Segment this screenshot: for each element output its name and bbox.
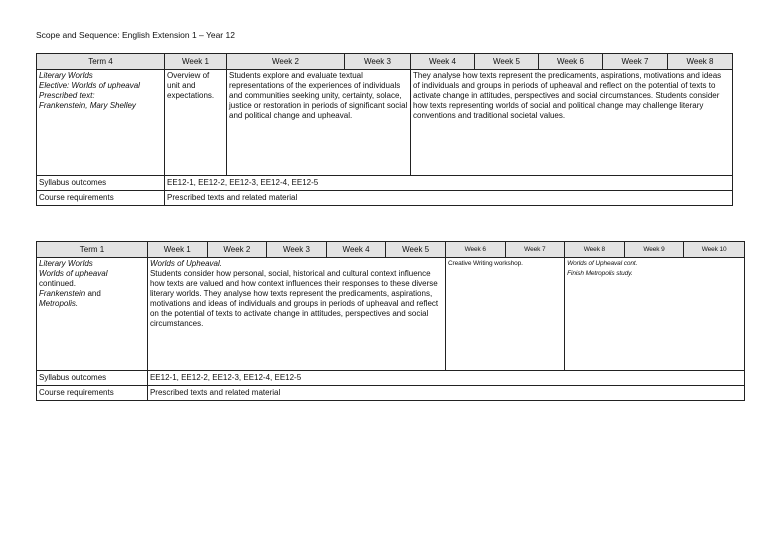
course-requirements-value: Prescribed texts and related material [165,191,733,206]
weeks8-10-line2: Finish Metropolis study. [567,270,633,277]
week-header: Week 8 [565,242,625,258]
weeks6-7-content-cell: Creative Writing workshop. [445,258,564,371]
course-requirements-value: Prescribed texts and related material [147,386,744,401]
weeks1-5-content-cell [147,258,445,371]
weeks1-5-title: Worlds of Upheaval. [149,259,222,268]
text-title-frankenstein: Frankenstein [39,289,86,298]
syllabus-outcomes-row [37,371,745,386]
header-row [37,54,733,70]
prescribed-text-label: Prescribed text: [39,91,95,100]
header-row [37,242,745,258]
document-title: Scope and Sequence: English Extension 1 – Year 12 [36,30,235,40]
term-description-cell [37,70,165,176]
term4-schedule-table [36,53,733,206]
text-title-metropolis: Metropolis. [39,299,79,308]
syllabus-outcomes-value: EE12-1, EE12-2, EE12-3, EE12-4, EE12-5 [147,371,744,386]
elective-name: Elective: Worlds of upheaval [39,81,140,90]
week1-content-cell: Overview of unit and expectations. [165,70,227,176]
week-header: Week 9 [624,242,684,258]
syllabus-outcomes-label: Syllabus outcomes [37,176,165,191]
prescribed-text-title: Frankenstein, Mary Shelley [39,101,136,110]
continued-label: continued. [39,279,76,288]
syllabus-outcomes-row [37,176,733,191]
syllabus-outcomes-label: Syllabus outcomes [37,371,148,386]
weeks8-10-line1: Worlds of Upheaval cont. [567,260,638,267]
course-requirements-row [37,386,745,401]
term-header: Term 1 [37,242,148,258]
week-header: Week 2 [207,242,267,258]
unit-name: Literary Worlds [39,259,93,268]
week-header: Week 5 [475,54,539,70]
week-header: Week 1 [147,242,207,258]
week-header: Week 10 [684,242,745,258]
texts-line [39,289,145,299]
week-header: Week 3 [345,54,411,70]
week-header: Week 4 [411,54,475,70]
unit-name: Literary Worlds [39,71,93,80]
week-header: Week 8 [668,54,733,70]
course-requirements-row [37,191,733,206]
week-header: Week 3 [267,242,327,258]
course-requirements-label: Course requirements [37,191,165,206]
term-header: Term 4 [37,54,165,70]
week-header: Week 1 [165,54,227,70]
content-row [37,258,745,371]
term1-schedule-table [36,241,745,401]
elective-name: Worlds of upheaval [39,269,108,278]
week-header: Week 4 [326,242,386,258]
week-header: Week 6 [539,54,603,70]
and-conjunction: and [85,289,101,298]
weeks8-10-content-cell [565,258,745,371]
term-description-cell [37,258,148,371]
syllabus-outcomes-value: EE12-1, EE12-2, EE12-3, EE12-4, EE12-5 [165,176,733,191]
week-header: Week 7 [603,54,668,70]
week-header: Week 5 [386,242,446,258]
weeks1-5-description: Students consider how personal, social, historical and cultural context influence how texts are valued and how context influences their responses to these diverse literary worlds. They analyse how texts represent the predicaments, aspirations, motivations and ideas of individuals and groups in periods of upheaval and reflect on the potential of texts to activate change in attitudes, perspectives and social circumstances. [149,269,439,328]
week-header: Week 6 [445,242,505,258]
week-header: Week 2 [227,54,345,70]
weeks4-8-content-cell: They analyse how texts represent the predicaments, aspirations, motivations and ideas of individuals and groups in periods of upheaval and reflect on the potential of texts to activate change in attitudes, perspectives and social circumstances. Students consider how texts representing worlds of social and political change may challenge literary conventions and traditional societal values. [411,70,733,176]
weeks2-3-content-cell: Students explore and evaluate textual representations of the experiences of individuals and communities seeking unity, certainty, solace, justice or restoration in periods of significant social and political change and upheaval. [227,70,411,176]
content-row [37,70,733,176]
course-requirements-label: Course requirements [37,386,148,401]
week-header: Week 7 [505,242,565,258]
